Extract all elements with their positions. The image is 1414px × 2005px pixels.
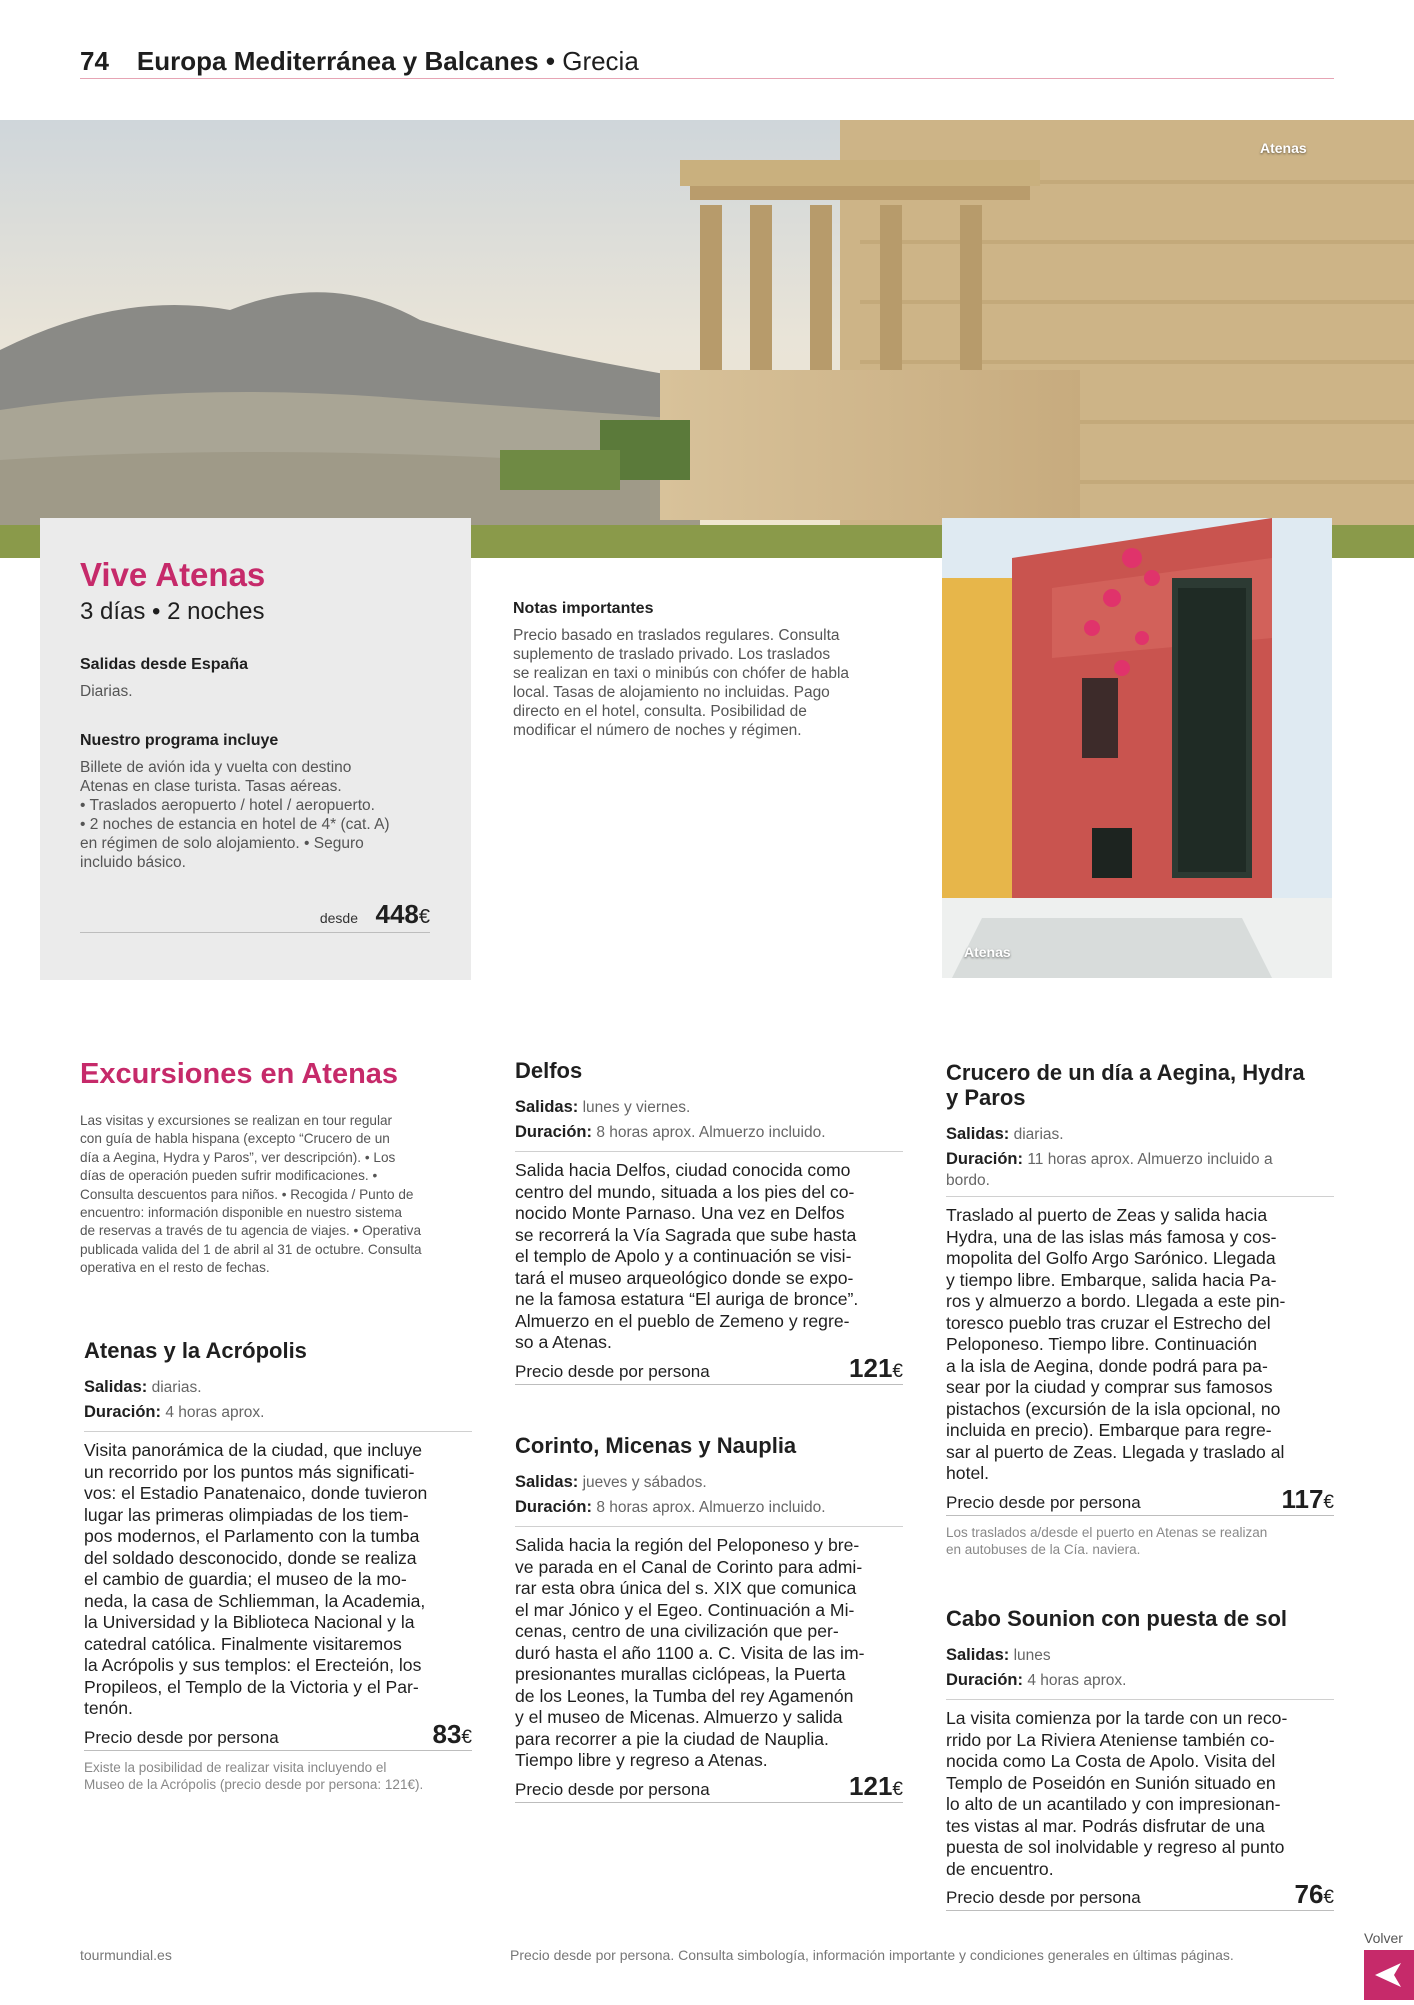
desc-line: rar esta obra única del s. XIX que comunica	[515, 1578, 857, 1598]
duracion-label: Duración:	[946, 1671, 1024, 1689]
currency-symbol: €	[418, 906, 430, 928]
desc-line: tenón.	[84, 1698, 133, 1718]
price-label: Precio desde por persona	[515, 1361, 710, 1381]
excursion-duracion	[84, 1400, 472, 1425]
desc-line: lo alto de un acantilado y con impresionan-	[946, 1794, 1281, 1814]
includes-line: • 2 noches de estancia en hotel de 4* (cat. A)	[80, 816, 390, 833]
desc-line: el cambio de guardia; el museo de la mo-	[84, 1569, 407, 1589]
price-value: 121	[849, 1352, 893, 1383]
salidas-label: Salidas:	[515, 1473, 579, 1491]
desc-line: Peloponeso. Tiempo libre. Continuación	[946, 1334, 1258, 1354]
desc-line: La visita comienza por la tarde con un reco-	[946, 1708, 1288, 1728]
excursion-duracion	[515, 1120, 903, 1145]
excursion-price-row	[946, 1485, 1334, 1516]
includes-text	[80, 758, 460, 872]
includes-line: • Traslados aeropuerto / hotel / aeropuerto.	[80, 797, 375, 814]
hero-photo-label: Atenas	[1260, 140, 1307, 156]
intro-line: encuentro: información disponible en nuestro sistema	[80, 1205, 402, 1221]
departures-value: Diarias.	[80, 683, 133, 700]
desc-line: y tiempo libre. Embarque, salida hacia Pa-	[946, 1269, 1277, 1290]
includes-line: Atenas en clase turista. Tasas aéreas.	[80, 778, 342, 795]
excursion-price	[849, 1353, 903, 1384]
package-price-row	[80, 900, 430, 933]
footer-disclaimer: Precio desde por persona. Consulta simbología, información importante y condiciones generales en últimas páginas.	[510, 1947, 1234, 1963]
desc-line: la Acrópolis y sus templos: el Erecteión, los	[84, 1655, 422, 1675]
desc-line: ve parada en el Canal de Corinto para admi-	[515, 1556, 863, 1577]
duracion-value: 11 horas aprox. Almuerzo incluido a	[1027, 1151, 1273, 1168]
desc-line: de los Leones, la Tumba del rey Agamenón	[515, 1685, 854, 1706]
country-title: Grecia	[562, 46, 639, 76]
price-value: 121	[849, 1770, 893, 1801]
side-photo-label: Atenas	[964, 944, 1011, 960]
desc-line: Visita panorámica de la ciudad, que incluye	[84, 1440, 423, 1460]
departures-label: Salidas desde España	[80, 656, 249, 673]
desc-line: cenas, centro de una civilización que per-	[515, 1621, 839, 1641]
currency-symbol: €	[1323, 1491, 1334, 1513]
currency-symbol: €	[892, 1778, 903, 1800]
price-label: Precio desde por persona	[515, 1779, 710, 1799]
title-line: y Paros	[946, 1085, 1026, 1110]
desc-line: la Universidad y la Biblioteca Nacional y la	[84, 1612, 415, 1632]
header-divider	[80, 78, 1334, 79]
currency-symbol: €	[892, 1360, 903, 1382]
salidas-value: jueves y sábados.	[582, 1474, 707, 1491]
excursion-description	[946, 1205, 1334, 1485]
package-price	[375, 899, 430, 930]
duracion-value: 4 horas aprox.	[1027, 1672, 1127, 1689]
excursion-note	[946, 1524, 1334, 1558]
excursion-title: Cabo Sounion con puesta de sol	[946, 1606, 1288, 1631]
excursions-intro	[80, 1112, 472, 1278]
price-prefix: desde	[319, 910, 358, 926]
desc-line: rrido por La Riviera Ateniense también co-	[946, 1729, 1275, 1750]
desc-line: duró hasta el año 1100 a. C. Visita de las im-	[515, 1642, 865, 1663]
excursion-salidas	[515, 1470, 903, 1495]
excursion-salidas	[84, 1375, 472, 1400]
excursion-title	[946, 1060, 1334, 1110]
notes-line: directo en el hotel, consulta. Posibilidad de	[513, 703, 807, 720]
divider	[515, 1526, 903, 1527]
notes-text	[513, 626, 913, 740]
excursion-duracion	[515, 1495, 903, 1520]
excursion-card-delfos	[515, 1058, 903, 1385]
hero-illustration	[0, 120, 1414, 558]
excursion-salidas	[946, 1643, 1334, 1668]
includes-line: Billete de avión ida y vuelta con destino	[80, 759, 352, 776]
excursion-salidas	[515, 1095, 903, 1120]
excursion-price-row	[515, 1772, 903, 1803]
note-line: Los traslados a/desde el puerto en Atenas se realizan	[946, 1524, 1268, 1540]
desc-line: Propileos, el Templo de la Victoria y el Par-	[84, 1676, 419, 1697]
desc-line: so a Atenas.	[515, 1332, 612, 1352]
price-value: 117	[1281, 1483, 1324, 1514]
salidas-label: Salidas:	[515, 1098, 579, 1116]
excursion-price-row	[84, 1720, 472, 1751]
package-title: Vive Atenas	[80, 556, 266, 593]
desc-line: el templo de Apolo y a continuación se visi-	[515, 1246, 852, 1266]
excursion-price-row	[515, 1354, 903, 1385]
desc-line: tará el museo arqueológico donde se expo-	[515, 1267, 854, 1288]
section-title: Europa Mediterránea y Balcanes	[136, 46, 539, 76]
desc-line: puesta de sol inolvidable y regreso al punto	[946, 1837, 1285, 1857]
excursion-title: Atenas y la Acrópolis	[84, 1338, 307, 1363]
desc-line: tes vistas al mar. Podrás disfrutar de una	[946, 1815, 1265, 1836]
excursion-card-acropolis	[84, 1338, 472, 1793]
desc-line: Hydra, una de las islas más famosa y cos-	[946, 1226, 1277, 1247]
intro-line: operativa en el resto de fechas.	[80, 1260, 270, 1276]
desc-line: para recorrer a pie la ciudad de Nauplia.	[515, 1728, 829, 1749]
desc-line: ne la famosa estatura “El auriga de bronce”.	[515, 1289, 859, 1309]
desc-line: a la isla de Aegina, donde podrá para pa-	[946, 1355, 1268, 1376]
excursion-note	[84, 1759, 472, 1793]
intro-line: Consulta descuentos para niños. • Recogida / Punto de	[80, 1186, 414, 1202]
side-photo-athens-street	[942, 518, 1332, 978]
excursion-price	[1281, 1484, 1334, 1515]
desc-line: Traslado al puerto de Zeas y salida hacia	[946, 1205, 1268, 1225]
desc-line: sar al puerto de Zeas. Llegada y traslado al	[946, 1441, 1285, 1462]
desc-line: nocida como La Costa de Apolo. Visita del	[946, 1751, 1276, 1771]
desc-line: el mar Jónico y el Egeo. Continuación a Mi-	[515, 1599, 855, 1620]
excursion-duracion	[946, 1668, 1334, 1693]
desc-line: de encuentro.	[946, 1858, 1054, 1879]
duracion-value: 8 horas aprox. Almuerzo incluido.	[596, 1499, 826, 1516]
price-label: Precio desde por persona	[946, 1888, 1141, 1907]
divider	[946, 1699, 1334, 1700]
desc-line: catedral católica. Finalmente visitaremos	[84, 1633, 402, 1654]
back-label[interactable]: Volver	[1364, 1930, 1403, 1946]
intro-line: con guía de habla hispana (excepto “Crucero de un	[80, 1131, 390, 1147]
back-button[interactable]	[1364, 1950, 1414, 2000]
notes-line: Precio basado en traslados regulares. Consulta	[513, 627, 840, 644]
excursion-description	[84, 1440, 472, 1720]
includes-label: Nuestro programa incluye	[80, 732, 279, 749]
excursion-price-row	[946, 1880, 1334, 1911]
duracion-value: 8 horas aprox. Almuerzo incluido.	[596, 1124, 826, 1141]
salidas-value: diarias.	[1013, 1126, 1064, 1143]
hero-photo-erechtheion	[0, 120, 1414, 558]
excursion-card-crucero	[946, 1060, 1334, 1558]
desc-line: pos modernos, el Parlamento con la tumba	[84, 1526, 420, 1546]
excursion-price	[433, 1719, 473, 1750]
intro-line: Las visitas y excursiones se realizan en tour regular	[80, 1113, 393, 1128]
notes-line: modificar el número de noches y régimen.	[513, 722, 802, 739]
note-line: Existe la posibilidad de realizar visita incluyendo el	[84, 1759, 387, 1775]
intro-line: publicada valida del 1 de abril al 31 de octubre. Consulta	[80, 1241, 422, 1257]
desc-line: incluida en precio). Embarque para regre-	[946, 1420, 1272, 1440]
desc-line: lugar las primeras olimpiadas de los tiem-	[84, 1504, 409, 1525]
price-value: 76	[1294, 1879, 1324, 1909]
package-price-value: 448	[375, 899, 419, 929]
desc-line: mopolita del Golfo Argo Sarónico. Llegada	[946, 1248, 1276, 1268]
notes-line: se realizan en taxi o minibús con chófer de habla	[513, 665, 850, 682]
divider	[515, 1151, 903, 1152]
excursions-title: Excursiones en Atenas	[80, 1058, 399, 1090]
salidas-label: Salidas:	[946, 1646, 1010, 1664]
back-arrow-icon	[1364, 1950, 1414, 2000]
salidas-value: lunes	[1013, 1647, 1051, 1664]
desc-line: Salida hacia Delfos, ciudad conocida como	[515, 1160, 851, 1180]
price-value: 83	[432, 1718, 462, 1749]
excursion-price	[849, 1771, 903, 1802]
desc-line: hotel.	[946, 1463, 990, 1483]
desc-line: Almuerzo en el pueblo de Zemeno y regre-	[515, 1310, 850, 1331]
notes-line: local. Tasas de alojamiento no incluidas. Pago	[513, 684, 830, 701]
salidas-label: Salidas:	[946, 1125, 1010, 1143]
notes-line: suplemento de traslado privado. Los traslados	[513, 646, 831, 663]
excursion-salidas	[946, 1122, 1334, 1147]
title-line: Crucero de un día a Aegina, Hydra	[946, 1060, 1305, 1085]
salidas-label: Salidas:	[84, 1378, 148, 1396]
desc-line: centro del mundo, situada a los pies del co-	[515, 1181, 855, 1202]
intro-line: día a Aegina, Hydra y Paros”, ver descripción). • Los	[80, 1149, 396, 1165]
footer-website: tourmundial.es	[80, 1947, 172, 1963]
notes-title: Notas importantes	[513, 600, 654, 617]
duracion-label: Duración:	[84, 1403, 162, 1421]
salidas-value: diarias.	[151, 1379, 202, 1396]
excursion-title: Delfos	[515, 1058, 583, 1083]
duracion-label: Duración:	[515, 1123, 593, 1141]
desc-line: ros y almuerzo a bordo. Llegada a este pin-	[946, 1291, 1286, 1311]
side-photo-illustration	[942, 518, 1332, 978]
currency-symbol: €	[1323, 1887, 1334, 1908]
intro-line: de reservas a través de tu agencia de viajes. • Operativa	[80, 1223, 422, 1239]
package-duration: 3 días • 2 noches	[80, 598, 265, 625]
desc-line: pistachos (excursión de la isla opcional, no	[946, 1398, 1281, 1419]
duracion-label: Duración:	[946, 1150, 1024, 1168]
excursion-price	[1295, 1879, 1335, 1910]
duracion-value: 4 horas aprox.	[165, 1404, 265, 1421]
desc-line: del soldado desconocido, donde se realiza	[84, 1547, 417, 1568]
page-header	[80, 46, 639, 77]
excursion-description	[515, 1535, 903, 1772]
desc-line: nocido Monte Parnaso. Una vez en Delfos	[515, 1203, 845, 1223]
excursion-card-sounion	[946, 1606, 1334, 1911]
desc-line: Tiempo libre y regreso a Atenas.	[515, 1750, 768, 1770]
price-label: Precio desde por persona	[946, 1492, 1141, 1512]
includes-line: incluido básico.	[80, 854, 186, 871]
excursion-card-corinto	[515, 1433, 903, 1803]
desc-line: vos: el Estadio Panatenaico, donde tuvieron	[84, 1483, 428, 1503]
desc-line: neda, la casa de Schliemman, la Academia,	[84, 1590, 426, 1611]
desc-line: sear por la ciudad y comprar sus famosos	[946, 1377, 1273, 1397]
desc-line: presionantes murallas ciclópeas, la Puerta	[515, 1664, 846, 1684]
desc-line: Salida hacia la región del Peloponeso y bre-	[515, 1535, 860, 1555]
excursion-duracion	[946, 1147, 1334, 1172]
includes-line: en régimen de solo alojamiento. • Seguro	[80, 835, 364, 852]
divider	[84, 1431, 472, 1432]
price-label: Precio desde por persona	[84, 1727, 279, 1747]
header-separator: •	[545, 46, 555, 76]
page-number: 74	[80, 46, 109, 76]
excursion-description	[946, 1708, 1334, 1880]
desc-line: Templo de Poseidón en Sunión situado en	[946, 1772, 1276, 1793]
divider	[946, 1196, 1334, 1197]
excursion-duracion-cont: bordo.	[946, 1172, 990, 1189]
note-line: en autobuses de la Cía. naviera.	[946, 1541, 1141, 1557]
desc-line: se recorrerá la Vía Sagrada que sube hasta	[515, 1224, 857, 1245]
excursion-description	[515, 1160, 903, 1354]
note-line: Museo de la Acrópolis (precio desde por persona: 121€).	[84, 1776, 424, 1792]
salidas-value: lunes y viernes.	[582, 1099, 691, 1116]
currency-symbol: €	[461, 1726, 472, 1748]
excursion-title: Corinto, Micenas y Nauplia	[515, 1433, 797, 1458]
duracion-label: Duración:	[515, 1498, 593, 1516]
desc-line: toresco pueblo tras cruzar el Estrecho del	[946, 1312, 1271, 1333]
intro-line: días de operación pueden sufrir modificaciones. •	[80, 1168, 378, 1184]
desc-line: un recorrido por los puntos más significati-	[84, 1461, 415, 1482]
desc-line: y el museo de Micenas. Almuerzo y salida	[515, 1707, 843, 1727]
